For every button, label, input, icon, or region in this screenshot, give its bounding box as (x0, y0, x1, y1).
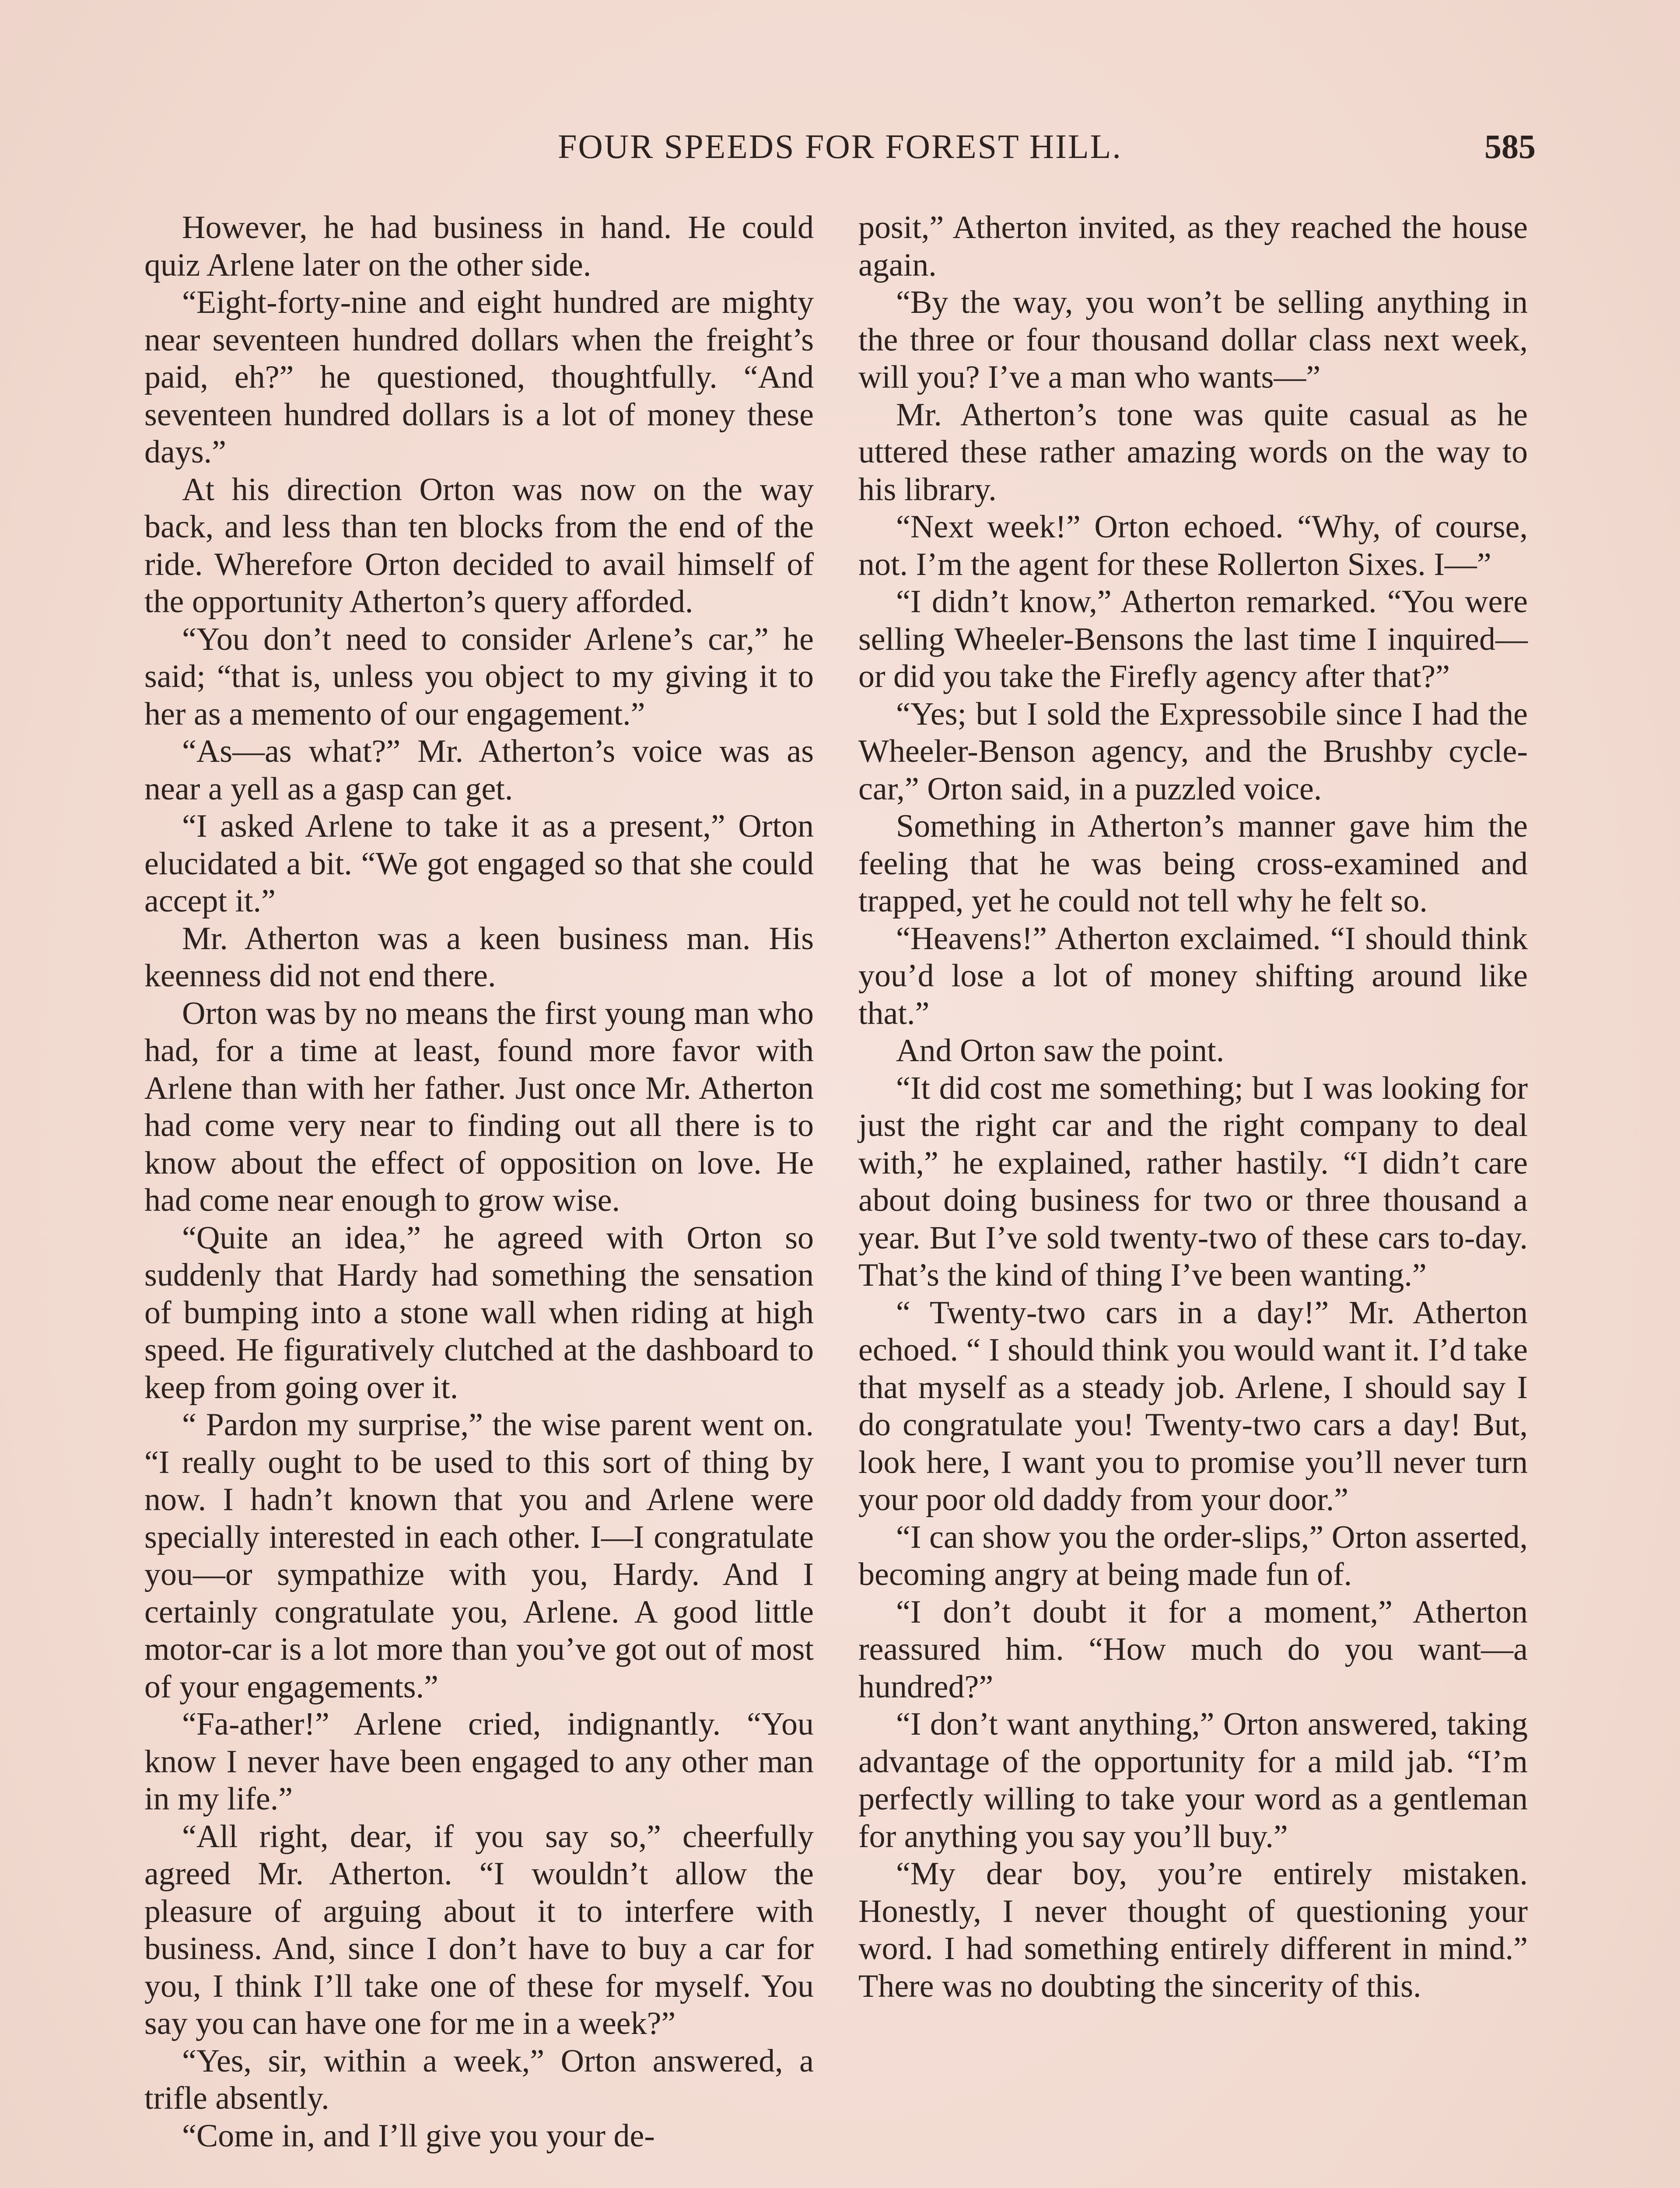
paragraph: “All right, dear, if you say so,” cheerfully agreed Mr. Atherton. “I wouldn’t allow the pleasure of arguing about it to interfere with business. And, since I don’t have to buy a car for you, I think I’ll take one of these for myself. You say you can have one for me in a week?” (144, 1818, 814, 2041)
paragraph: “Heavens!” Atherton exclaimed. “I should think you’d lose a lot of money shifting around like that.” (858, 920, 1528, 1031)
paragraph: Mr. Atherton was a keen business man. His keenness did not end there. (144, 920, 814, 994)
paragraph: “It did cost me something; but I was looking for just the right car and the right company to deal with,” he explained, rather hastily. “I didn’t care about doing business for two or three thousand a year. But I’ve sold twenty-two of these cars to-day. That’s the kind of thing I’ve been wanting.” (858, 1070, 1528, 1293)
right-column (858, 209, 1528, 2005)
paragraph: Orton was by no means the first young man who had, for a time at least, found more favor with Arlene than with her father. Just once Mr. Atherton had come very near to finding out all there is to know about the effect of opposition on love. He had come near enough to grow wise. (144, 995, 814, 1218)
paragraph: Mr. Atherton’s tone was quite casual as he uttered these rather amazing words on the way to his library. (858, 396, 1528, 508)
paragraph: “ Twenty-two cars in a day!” Mr. Atherton echoed. “ I should think you would want it. I’d take that myself as a steady job. Arlene, I should say I do congratulate you! Twenty-two cars a day! But, look here, I want you to promise you’ll never turn your poor old daddy from your door.” (858, 1294, 1528, 1518)
paragraph: “My dear boy, you’re entirely mistaken. Honestly, I never thought of questioning your word. I had something entirely different in mind.” There was no doubting the sincerity of this. (858, 1856, 1528, 2004)
paragraph: “You don’t need to consider Arlene’s car,” he said; “that is, unless you object to my giving it to her as a memento of our engagement.” (144, 621, 814, 732)
paragraph: “Come in, and I’ll give you your de- (182, 2118, 655, 2154)
paragraph-continued: posit,” Atherton invited, as they reached the house again. (858, 210, 1528, 283)
paragraph: “By the way, you won’t be selling anything in the three or four thousand dollar class next week, will you? I’ve a man who wants—” (858, 284, 1528, 395)
paragraph: “Yes, sir, within a week,” Orton answered, a trifle absently. (144, 2043, 814, 2116)
paragraph: “I don’t want anything,” Orton answered, taking advantage of the opportunity for a mild jab. “I’m perfectly willing to take your word as a gentleman for anything you say you’ll buy.” (858, 1706, 1528, 1855)
paragraph: “ Pardon my surprise,” the wise parent went on. “I really ought to be used to this sort of thing by now. I hadn’t known that you and Arlene were specially interested in each other. I—I congratulate you—or sympathize with you, Hardy. And I certainly congratulate you, Arlene. A good little motor-car is a lot more than you’ve got out of most of your engagements.” (144, 1407, 814, 1705)
paragraph: “I asked Arlene to take it as a present,” Orton elucidated a bit. “We got engaged so that she could accept it.” (144, 808, 814, 919)
paragraph: “Yes; but I sold the Expressobile since I had the Wheeler-Benson agency, and the Brushby cycle-car,” Orton said, in a puzzled voice. (858, 696, 1528, 807)
running-head (144, 127, 1536, 175)
paragraph: “Fa-ather!” Arlene cried, indignantly. “You know I never have been engaged to any other man in my life.” (144, 1706, 814, 1817)
paragraph: At his direction Orton was now on the way back, and less than ten blocks from the end of the ride. Wherefore Orton decided to avail himself of the opportunity Atherton’s query afforded. (144, 471, 814, 620)
left-column (144, 209, 814, 2155)
paragraph: “I don’t doubt it for a moment,” Atherton reassured him. “How much do you want—a hundred?” (858, 1594, 1528, 1705)
paragraph: “As—as what?” Mr. Atherton’s voice was as near a yell as a gasp can get. (144, 733, 814, 807)
paragraph: “I didn’t know,” Atherton remarked. “You were selling Wheeler-Bensons the last time I inquired—or did you take the Firefly agency after that?” (858, 584, 1528, 694)
paragraph: “I can show you the order-slips,” Orton asserted, becoming angry at being made fun of. (858, 1519, 1528, 1592)
running-title: FOUR SPEEDS FOR FOREST HILL. (558, 127, 1122, 165)
paragraph: Something in Atherton’s manner gave him the feeling that he was being cross-examined and trapped, yet he could not tell why he felt so. (858, 808, 1528, 919)
paragraph: And Orton saw the point. (896, 1033, 1225, 1069)
paragraph: “Next week!” Orton echoed. “Why, of course, not. I’m the agent for these Rollerton Sixes. I—” (858, 509, 1528, 582)
page-number: 585 (1484, 127, 1536, 165)
paragraph: However, he had business in hand. He could quiz Arlene later on the other side. (144, 210, 814, 283)
paragraph: “Quite an idea,” he agreed with Orton so suddenly that Hardy had something the sensation of bumping into a stone wall when riding at high speed. He figuratively clutched at the dashboard to keep from going over it. (144, 1220, 814, 1406)
paragraph: “Eight-forty-nine and eight hundred are mighty near seventeen hundred dollars when the freight’s paid, eh?” he questioned, thoughtfully. “And seventeen hundred dollars is a lot of money these days.” (144, 284, 814, 470)
